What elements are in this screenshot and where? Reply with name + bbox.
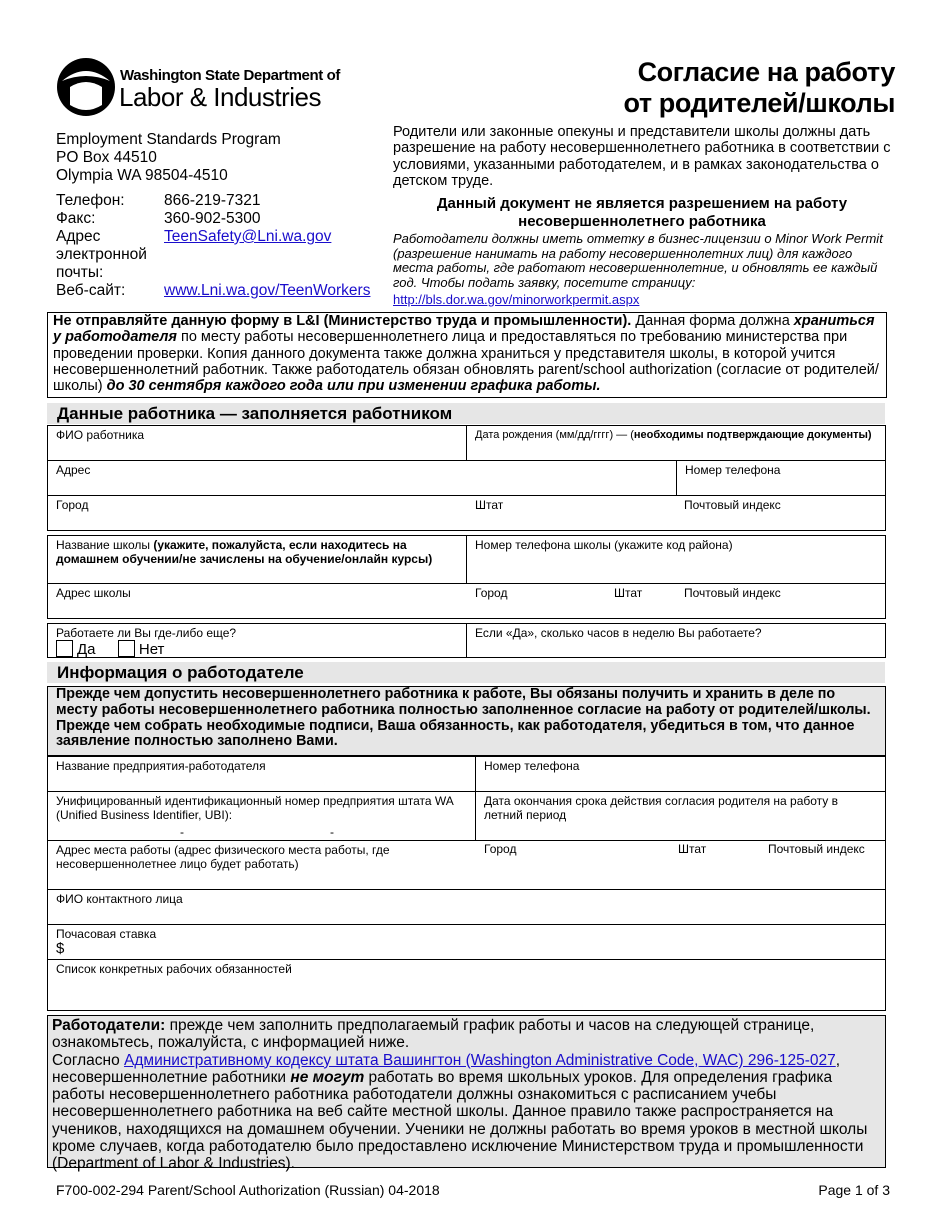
website-link[interactable]: www.Lni.wa.gov/TeenWorkers [164, 282, 371, 299]
page-number: Page 1 of 3 [818, 1182, 890, 1198]
work-city-label: Город [484, 842, 517, 856]
ubi-separator-2: - [330, 825, 334, 839]
summer-expiration-field[interactable]: Дата окончания срока действия согласия родителя на работу в летний период [475, 791, 886, 841]
school-phone-field[interactable]: Номер телефона школы (укажите код района) [466, 535, 886, 584]
form-id: F700-002-294 Parent/School Authorization (Russian) 04-2018 [56, 1182, 440, 1198]
school-state-label: Штат [614, 586, 643, 600]
phone-value: 866-219-7321 [164, 192, 261, 209]
work-address-row[interactable]: Адрес места работы (адрес физического места работы, где несовершеннолетнее лицо будет работать) [47, 840, 886, 890]
ubi-separator-1: - [180, 825, 184, 839]
worker-zip-label: Почтовый индекс [684, 498, 781, 512]
employers-note: Работодатели должны иметь отметку в бизнес-лицензии о Minor Work Permit (разрешение нанимать на работу несовершеннолетних лиц) для каждого места работы, где работают несовершеннолетние, и обновлять ее каждый год. Чтобы подать заявку, посетите страницу: [393, 231, 883, 291]
work-elsewhere-field: Работаете ли Вы где-либо еще? [47, 623, 467, 658]
logo-line2: Labor & Industries [119, 82, 322, 112]
employer-instructions: Прежде чем допустить несовершеннолетнего работника к работе, Вы обязаны получить и хранить в деле по месту работы несовершеннолетнего работника полностью заполненное согласие на работу от родителей/школы. Прежде чем собрать необходимые подписи, Ваша обязанность, как работодателя, убедиться в том, что данное заявление полностью заполнено Вами. [47, 686, 886, 756]
worker-phone-field[interactable]: Номер телефона [676, 460, 886, 496]
worker-name-field[interactable]: ФИО работника [47, 425, 467, 461]
job-duties-field[interactable]: Список конкретных рабочих обязанностей [47, 959, 886, 1011]
mailing-address: Employment Standards Program PO Box 44510 Olympia WA 98504-4510 [56, 131, 281, 184]
employers-school-hours-note: Работодатели: прежде чем заполнить предполагаемый график работы и часов на следующей странице, ознакомьтесь, пожалуйста, с информацией ниже. Согласно Административному кодексу штата Вашингтон (Washington Administrative Code, WAC) 296-125-027, несовершеннолетние работники не могут работать во время школьных уроков. Для определения графика работы несовершеннолетнего работника работодатели должны ознакомиться с расписанием учебы несовершеннолетнего работника на веб сайте местной школы. Данное правило также распространяется на учеников, находящихся на домашнем обучении. Ученики не должны работать во время уроков в местной школы кроме случаев, когда работодателю было предоставлено исключение Министерством труда и промышленности (Department of Labor & Industries). [47, 1015, 886, 1168]
intro-text: Родители или законные опекуны и представители школы должны дать разрешение на работу несовершеннолетнего работника в соответствии с условиями, указанными работодателем, и в рамках законодательства о детском труде. [393, 124, 891, 189]
worker-section-header: Данные работника — заполняется работником [47, 403, 885, 424]
lni-logo-icon [56, 57, 116, 117]
email-link[interactable]: TeenSafety@Lni.wa.gov [164, 228, 332, 245]
contact-name-field[interactable]: ФИО контактного лица [47, 889, 886, 925]
dollar-sign: $ [56, 940, 65, 957]
business-name-field[interactable]: Название предприятия-работодателя [47, 756, 476, 792]
school-city-label: Город [475, 586, 508, 600]
do-not-send-notice: Не отправляйте данную форму в L&I (Министерство труда и промышленности). Данная форма должна храниться у работодателя по месту работы несовершеннолетнего лица и предоставляться по требованию министерства при проведении проверки. Копия данного документа также должна храниться у представителя школы, в которой учится несовершеннолетний работник. Также работодатель обязан обновлять parent/school authorization (согласие от родителей/школы) до 30 сентября каждого года или при изменении графика работы. [47, 312, 887, 398]
school-address-row[interactable]: Адрес школы [47, 583, 886, 619]
employer-phone-field[interactable]: Номер телефона [475, 756, 886, 792]
work-elsewhere-options: Да Нет [56, 640, 164, 658]
work-state-label: Штат [678, 842, 707, 856]
dob-field[interactable]: Дата рождения (мм/дд/гггг) — (необходимы подтверждающие документы) [466, 425, 886, 461]
worker-state-label: Штат [475, 498, 504, 512]
web-label: Веб-сайт: [56, 282, 126, 299]
work-zip-label: Почтовый индекс [768, 842, 865, 856]
hourly-rate-field[interactable]: Почасовая ставка $ [47, 924, 886, 960]
fax-value: 360-902-5300 [164, 210, 261, 227]
worker-address-field[interactable]: Адрес [47, 460, 677, 496]
hours-elsewhere-field[interactable]: Если «Да», сколько часов в неделю Вы работаете? [466, 623, 886, 658]
wac-link[interactable]: Административному кодексу штата Вашингтон (Washington Administrative Code, WAC) 296-125-027 [124, 1051, 836, 1069]
ubi-field[interactable]: Унифицированный идентификационный номер предприятия штата WA (Unified Business Identifier, UBI): [47, 791, 476, 841]
logo-line1: Washington State Department of [120, 67, 340, 84]
not-authorization-heading: Данный документ не является разрешением на работу несовершеннолетнего работника [436, 195, 848, 230]
school-name-field[interactable]: Название школы (укажите, пожалуйста, если находитесь на домашнем обучении/не зачислены на обучение/онлайн курсы) [47, 535, 467, 584]
employer-section-header: Информация о работодателе [47, 662, 885, 683]
yes-checkbox[interactable] [56, 640, 73, 657]
no-checkbox[interactable] [118, 640, 135, 657]
school-zip-label: Почтовый индекс [684, 586, 781, 600]
fax-label: Факс: [56, 210, 96, 227]
phone-label: Телефон: [56, 192, 125, 209]
email-label: Адрес электронной почты: [56, 228, 147, 281]
page-title: Согласие на работу от родителей/школы [623, 57, 895, 118]
worker-city-row[interactable]: Город [47, 495, 886, 531]
minor-work-permit-link[interactable]: http://bls.dor.wa.gov/minorworkpermit.aspx [393, 292, 640, 307]
